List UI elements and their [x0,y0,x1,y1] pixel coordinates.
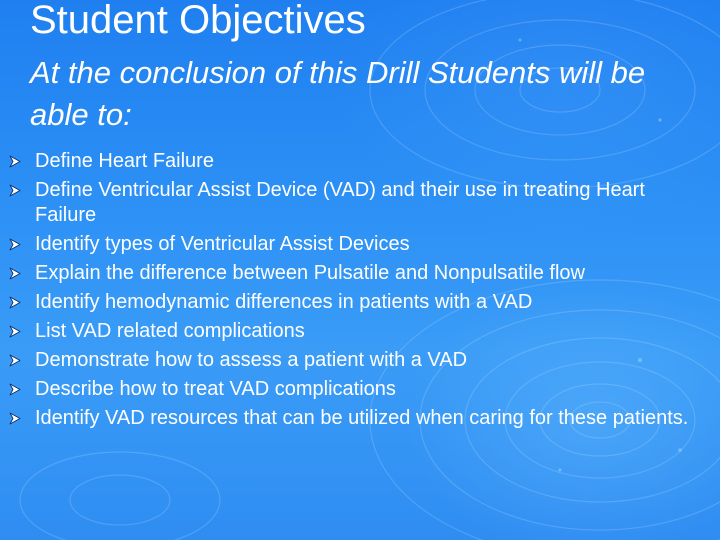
slide-title: Student Objectives [30,0,366,42]
objective-item [0,230,720,259]
objective-item [0,259,720,288]
arrowhead-bullet-icon [8,383,21,396]
objective-text: List VAD related complications [35,320,305,342]
objective-text: Define Ventricular Assist Device (VAD) and their use in treating Heart Failure [35,179,645,226]
objective-item [0,375,720,404]
arrowhead-bullet-icon [8,238,21,251]
arrowhead-bullet-icon [8,184,21,197]
objective-item [0,288,720,317]
slide-subtitle: At the conclusion of this Drill Students will be able to: [30,55,646,132]
arrowhead-bullet-icon [8,296,21,309]
objective-text: Identify VAD resources that can be utilized when caring for these patients. [35,407,689,429]
arrowhead-bullet-icon [8,354,21,367]
arrowhead-bullet-icon [8,412,21,425]
arrowhead-bullet-icon [8,325,21,338]
objectives-list [0,147,720,433]
objective-item [0,176,720,230]
objective-text: Identify types of Ventricular Assist Devices [35,233,410,255]
arrowhead-bullet-icon [8,155,21,168]
arrowhead-bullet-icon [8,267,21,280]
objective-text: Identify hemodynamic differences in patients with a VAD [35,291,533,313]
objective-text: Explain the difference between Pulsatile and Nonpulsatile flow [35,262,585,284]
objective-item [0,317,720,346]
objective-item [0,346,720,375]
objective-text: Describe how to treat VAD complications [35,378,396,400]
objective-text: Demonstrate how to assess a patient with a VAD [35,349,468,371]
objective-text: Define Heart Failure [35,150,214,172]
objective-item [0,147,720,176]
objective-item [0,404,720,433]
